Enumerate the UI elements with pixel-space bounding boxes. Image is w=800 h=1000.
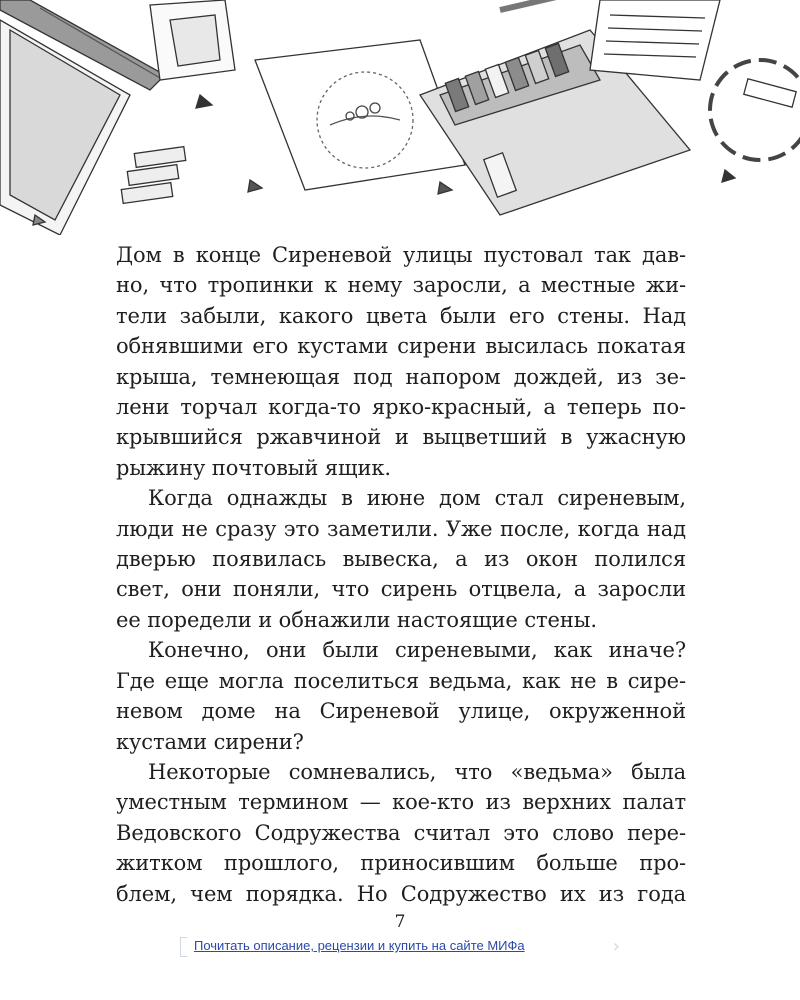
buy-link[interactable]: Почитать описание, рецензии и купить на сайте МИФа — [194, 938, 525, 953]
text-line: кустами сирени? — [116, 729, 304, 754]
text-line: блем, чем порядка. Но Содружество их из года — [116, 881, 686, 906]
text-line: тели забыли, какого цвета были его стены. Над — [116, 303, 686, 328]
pencil-sketch — [500, 0, 565, 10]
text-line: крывшийся ржавчиной и выцветший в ужасную — [116, 425, 686, 450]
text-line: житком прошлого, приносившим больше про- — [116, 851, 686, 876]
text-line: свет, они поняли, что сирень отцвела, а заросли — [116, 577, 686, 602]
text-line: но, что тропинки к нему заросли, а местные жи- — [116, 273, 686, 298]
text-line: ее поредели и обнажили настоящие стены. — [116, 607, 597, 632]
chevron-right-icon: › — [612, 936, 620, 957]
text-line: люди не сразу это заметили. Уже после, когда над — [116, 516, 686, 541]
text-line: обнявшими его кустами сирени высилась покатая — [116, 334, 686, 359]
text-line: лени торчал когда-то ярко-красный, а теперь по- — [116, 395, 686, 420]
bracket-icon — [180, 937, 187, 957]
text-line: Где еще могла поселиться ведьма, как не в сире- — [116, 668, 686, 693]
body-text — [116, 240, 686, 909]
text-line: уместным термином — кое-кто из верхних палат — [116, 790, 686, 815]
text-line: дверью появилась вывеска, а из окон полился — [116, 547, 686, 572]
text-line: Конечно, они были сиреневыми, как иначе? — [148, 638, 686, 663]
coffee-stain-sketch — [710, 60, 800, 160]
folder-sketch — [150, 0, 235, 80]
paper-stack-sketch — [590, 0, 720, 80]
page-number: 7 — [394, 912, 406, 932]
desk-sketch-illustration — [0, 0, 800, 235]
sticky-notes-sketch — [121, 147, 185, 204]
text-line: Некоторые сомневались, что «ведьма» была — [148, 759, 686, 784]
text-line: невом доме на Сиреневой улице, окруженной — [116, 699, 686, 724]
text-line: Дом в конце Сиреневой улицы пустовал так дав- — [116, 243, 686, 267]
text-line: крыша, темнеющая под напором дождей, из зе- — [116, 364, 686, 389]
text-line: рыжину почтовый ящик. — [116, 455, 391, 480]
text-line: Когда однажды в июне дом стал сиреневым, — [148, 486, 686, 511]
text-line: Ведовского Содружества считал это слово пере- — [116, 820, 686, 845]
footer-link-container — [180, 935, 620, 957]
